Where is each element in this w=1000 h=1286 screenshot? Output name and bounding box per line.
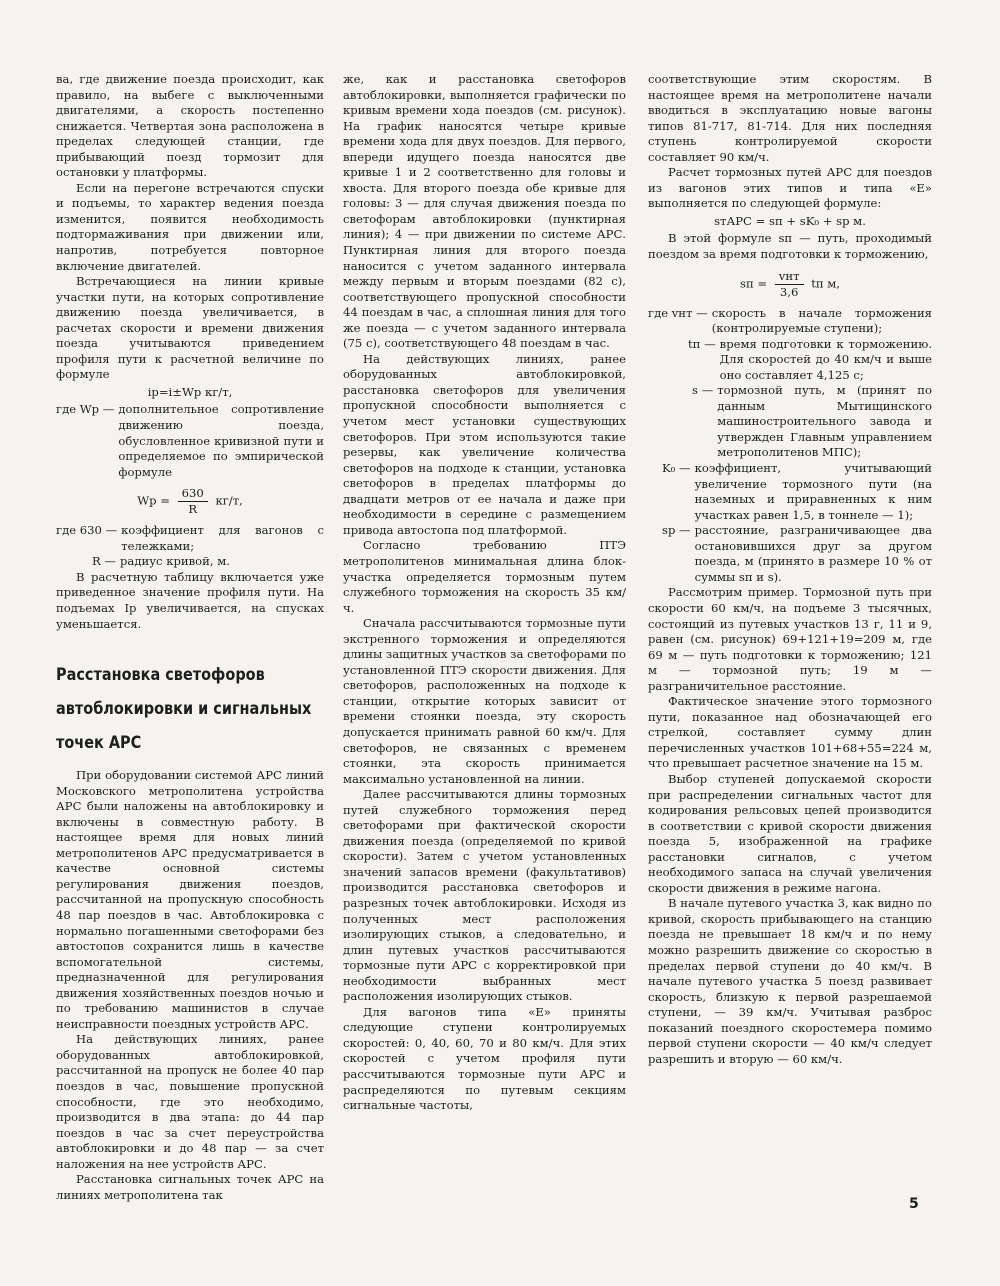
definition-symbol: tп — (688, 336, 716, 351)
paragraph: Расчет тормозных путей АРС для поездов из вагонов этих типов и типа «Е» выполняется по следующей формуле: (648, 165, 932, 211)
column-1 (56, 72, 324, 1203)
paragraph: Встречающиеся на линии кривые участки пути, на которых сопротивление движению поезда увеличивается, в расчетах скорости и времени движения поезда учитываются приведением профиля пути к расчетной величине по формуле (56, 274, 324, 382)
definition-text: скорость в начале торможения (контролируемые ступени); (711, 305, 932, 336)
definition-symbol: где 630 — (56, 523, 118, 538)
paragraph: Если на перегоне встречаются спуски и подъемы, то характер ведения поезда изменится, появится необходимость подтормаживания при движении или, напротив, потребуется повторное включение двигателей. (56, 180, 324, 273)
definition-text: радиус кривой, м. (120, 554, 230, 569)
paragraph: В начале путевого участка 3, как видно по кривой, скорость прибывающего на станцию поезда не превышает 18 км/ч и по нему можно разрешить движение со скоростью в пределах первой ступени до 40 км/ч. В начале путевого участка 5 поезд развивает скорость, близкую к первой разрешаемой ступени, — 39 км/ч. Учитывая разброс показаний поездного скоростемера помимо первой ступени скорости — 40 км/ч следует разрешить и вторую — 60 км/ч. (648, 896, 932, 1066)
definition-symbol: где vнт — (648, 305, 708, 320)
heading-line: автоблокировки и сигнальных (56, 699, 312, 720)
paragraph: соответствующие этим скоростям. В настоящее время на метрополитене начали вводиться в эксплуатацию новые вагоны типов 81-717, 81-714. Для них последняя ступень контролируемой скорости составляет 90 км/ч. (648, 72, 932, 164)
formula-curve-resistance (56, 486, 324, 517)
definition-symbol: где Wр — (56, 402, 115, 417)
definition-symbol: sр — (662, 523, 691, 538)
formula-prep-path (648, 269, 932, 300)
definition-symbol: R — (92, 554, 117, 569)
fraction (178, 486, 208, 517)
paragraph: При оборудовании системой АРС линий Московского метрополитена устройства АРС были наложены на автоблокировку и включены в совместную работу. В настоящее время для новых линий метрополитенов АРС предусматривается в качестве основной системы регулирования движения поездов, рассчитанной на пропускную способность 48 пар поездов в час. Автоблокировка с нормально погашенными светофорами без автостопов сохранится лишь в качестве вспомогательной системы, предназначенной для регулирования движения хозяйственных поездов ночью и по требованию машинистов в случае неисправности поездных устройств АРС. (56, 768, 324, 1031)
definition-symbol: K₀ — (662, 461, 691, 476)
paragraph: Для вагонов типа «Е» приняты следующие ступени контролируемых скоростей: 0, 40, 60, 70 и 80 км/ч. Для этих скоростей с учетом профиля пути рассчитываются тормозные пути АРС и распределяются по путевым секциям сигнальные частоты, (343, 1004, 626, 1113)
paragraph: Выбор ступеней допускаемой скорости при распределении сигнальных частот для кодирования рельсовых цепей производится в соответствии с кривой скорости движения поезда 5, изображенной на графике расстановки сигналов, с учетом необходимого запаса на случай увеличения скорости движения в режиме нагона. (648, 771, 932, 895)
definition-sr (648, 523, 932, 585)
paragraph: Сначала рассчитываются тормозные пути экстренного торможения и определяются длины защитных участков за светофорами по установленной ПТЭ скорости движения. Для светофоров, расположенных на подходе к станции, открытие которых зависит от времени стоянки поезда, эту скорость допускается принимать равной 60 км/ч. Для светофоров, не связанных с временем стоянки, эта скорость принимается максимально установленной на линии. (343, 616, 626, 786)
definition-text: дополнительное сопротивление движению поезда, обусловленное кривизной пути и определяемое по эмпирической формуле (118, 402, 324, 479)
paragraph: В расчетную таблицу включается уже приведенное значение профиля пути. На подъемах Iр увеличивается, на спусках уменьшается. (56, 569, 324, 631)
definition-tp (648, 337, 932, 384)
paragraph: Рассмотрим пример. Тормозной путь при скорости 60 км/ч, на подъеме 3 тысячных, состоящий из путевых участков 13 г, 11 и 9, равен (см. рисунок) 69+121+19=209 м, где 69 м — путь подготовки к торможению; 121 м — тормозной путь; 19 м — разграничительное расстояние. (648, 585, 932, 693)
paragraph: Расстановка сигнальных точек АРС на линиях метрополитена так (56, 1172, 324, 1202)
formula-brake-path: sтАРС = sп + sK₀ + sр м. (714, 213, 866, 228)
definition-text: расстояние, разграничивающее два остановившихся друг за другом поезда, м (принято в размере 10 % от суммы sп и s). (694, 523, 932, 584)
paragraph: Фактическое значение этого тормозного пути, показанное над обозначающей его стрелкой, составляет сумму длин перечисленных участков 101+68+55=224 м, что превышает расчетное значение на 15 м. (648, 694, 932, 771)
formula-profile: iр=i±Wр кг/т, (147, 384, 233, 399)
definition-text: коэффициент, учитывающий увеличение тормозного пути (на наземных и приравненных к ним участках равен 1,5, в тоннеле — 1); (694, 461, 932, 522)
formula-left: sп = (740, 276, 768, 291)
paragraph: На действующих линиях, ранее оборудованных автоблокировкой, расстановка светофоров для увеличения пропускной способности выполняется с учетом мест установки существующих светофоров. При этом используются такие резервы, как увеличение количества светофоров на подходе к станции, установка светофоров в пределах платформы до двадцати метров от ее начала и даже при необходимости в середине с размещением привода автостопа под платформой. (343, 351, 626, 537)
formula-right: кг/т, (215, 493, 243, 508)
column-2 (343, 72, 626, 1114)
definition-wr (56, 402, 324, 480)
page-number: 5 (909, 1196, 919, 1212)
column-3 (648, 72, 932, 1067)
definition-text: время подготовки к торможению. Для скоростей до 40 км/ч и выше оно составляет 4,125 с; (719, 336, 932, 382)
fraction-numerator: vнт (775, 269, 804, 285)
formula-right: tп м, (811, 276, 840, 291)
paragraph: В этой формуле sп — путь, проходимый поездом за время подготовки к торможению, (648, 231, 932, 262)
definition-s (648, 383, 932, 461)
definition-text: тормозной путь, м (принят по данным Мытищинского машиностроительного завода и утвержден Главным управлением метрополитенов МПС); (717, 383, 932, 460)
fraction-numerator: 630 (178, 486, 208, 502)
definition-630 (56, 523, 324, 554)
paragraph: На действующих линиях, ранее оборудованных автоблокировкой, рассчитанной на пропуск не более 40 пар поездов в час, повышение пропускной способности, где это необходимо, производится в два этапа: до 44 пар поездов в час за счет переустройства автоблокировки и до 48 пар — за счет наложения на нее устройств АРС. (56, 1032, 324, 1171)
definition-r (56, 554, 324, 570)
heading-line: точек АРС (56, 733, 142, 754)
definition-symbol: s — (692, 383, 714, 398)
paragraph: ва, где движение поезда происходит, как правило, на выбеге с выключенными двигателями, а скорость постепенно снижается. Четвертая зона расположена в пределах следующей станции, где прибывающий поезд тормозит для остановки у платформы. (56, 72, 324, 180)
fraction-denominator: 3,6 (779, 284, 799, 299)
fraction (775, 269, 804, 300)
formula-left: Wр = (137, 493, 170, 508)
definition-k0 (648, 461, 932, 523)
definition-text: коэффициент для вагонов с тележками; (121, 523, 324, 553)
paragraph: Далее рассчитываются длины тормозных путей служебного торможения перед светофорами при фактической скорости движения поезда (определяемой по кривой скорости). Затем с учетом установленных значений запасов времени (факультативов) производится расстановка светофоров и разрезных точек автоблокировки. Исходя из полученных мест расположения изолирующих стыков, а следовательно, и длин путевых участков рассчитываются тормозные пути АРС с корректировкой при необходимости выбранных мест расположения изолирующих стыков. (343, 787, 626, 1004)
definition-vnt (648, 306, 932, 337)
paragraph: же, как и расстановка светофоров автоблокировки, выполняется графически по кривым времени хода поездов (см. рисунок). На график наносятся четыре кривые времени хода для двух поездов. Для первого, впереди идущего поезда наносятся две кривые 1 и 2 соответственно для головы и хвоста. Для второго поезда обе кривые для головы: 3 — для случая движения поезда по светофорам автоблокировки (пунктирная линия); 4 — при движении по системе АРС. Пунктирная линия для второго поезда наносится с учетом заданного интервала между первым и вторым поездами (82 с), соответствующего пропускной способности 44 поездам в час, а сплошная линия для того же поезда — с учетом заданного интервала (75 с), соответствующего 48 поездам в час. (343, 72, 626, 351)
section-heading (56, 658, 312, 760)
fraction-denominator: R (188, 502, 198, 517)
heading-line: Расстановка светофоров (56, 665, 265, 686)
paragraph: Согласно требованию ПТЭ метрополитенов минимальная длина блок-участка определяется тормозным путем служебного торможения на скорость 35 км/ч. (343, 538, 626, 615)
